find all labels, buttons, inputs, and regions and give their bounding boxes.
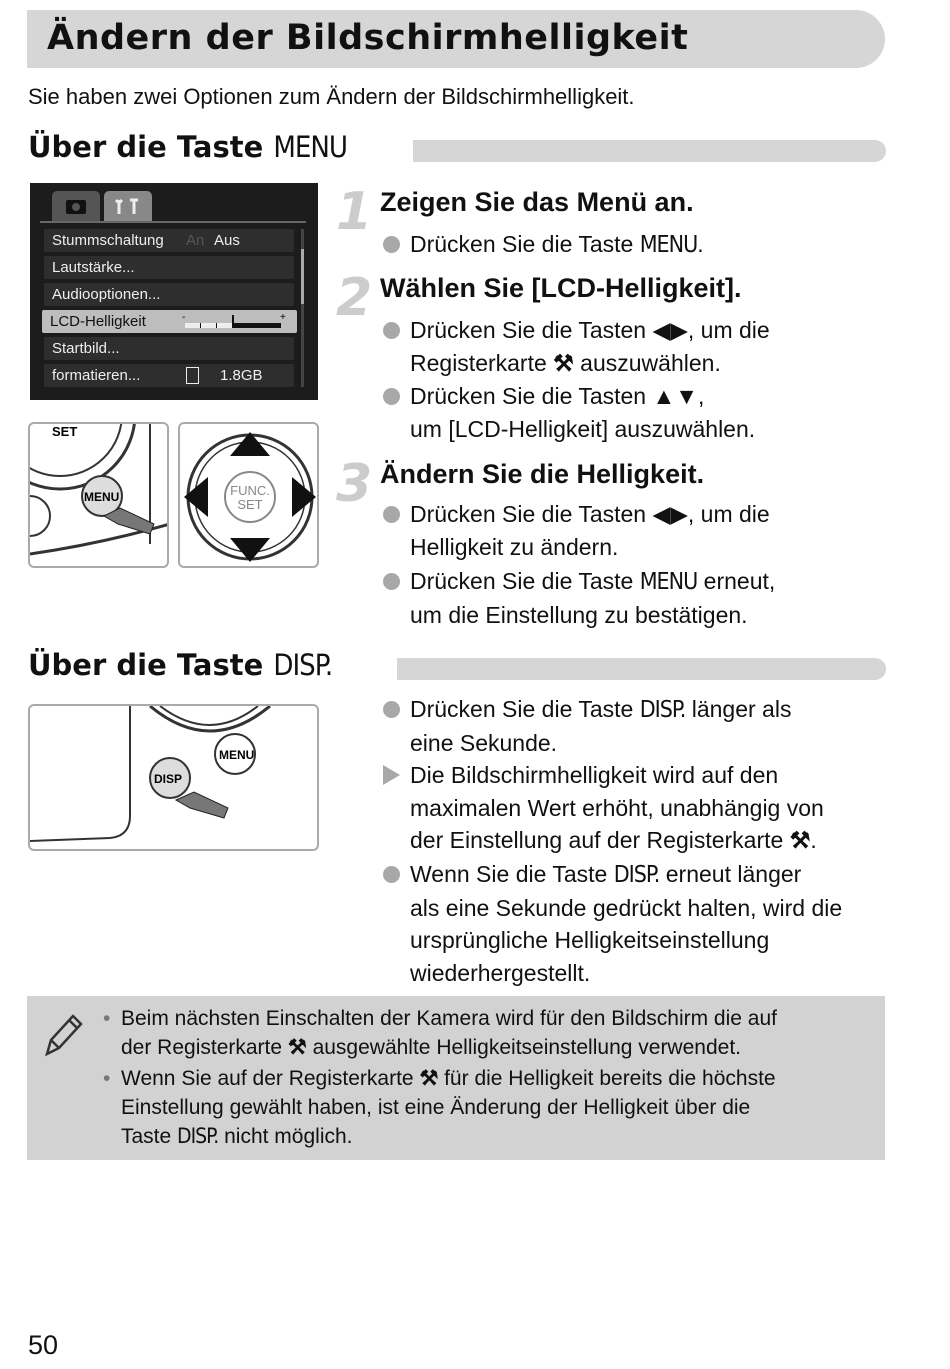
- wrench-icon: ⚒: [419, 1067, 439, 1090]
- bullet-result: Die Bildschirmhelligkeit wird auf den maximalen Wert erhöht, unabhängig von der Einstellung auf der Registerkarte ⚒.: [383, 759, 893, 857]
- title-bar: [27, 10, 885, 68]
- svg-text:FUNC.: FUNC.: [230, 483, 270, 498]
- note-item: • Beim nächsten Einschalten der Kamera wird für den Bildschirm die auf der Registerkarte ⚒ ausgewählte Helligkeitseinstellung verwendet.: [103, 1004, 883, 1062]
- step-number: 1: [336, 182, 373, 242]
- bullet: Drücken Sie die Taste MENU.: [383, 228, 893, 262]
- intro-text: Sie haben zwei Optionen zum Ändern der Bildschirmhelligkeit.: [28, 84, 635, 109]
- step-heading: Zeigen Sie das Menü an.: [380, 187, 694, 217]
- section-bar: [413, 140, 886, 162]
- wrench-icon: ⚒: [789, 827, 811, 853]
- wrench-icon: ⚒: [553, 349, 574, 376]
- step-number: 2: [336, 268, 373, 328]
- step-heading: Wählen Sie [LCD-Helligkeit].: [380, 273, 742, 303]
- disp-button-label: DISP: [154, 772, 183, 786]
- page-title: Ändern der Bildschirmhelligkeit: [47, 18, 689, 58]
- bullet: Drücken Sie die Taste MENU erneut, um die Einstellung zu bestätigen.: [383, 565, 893, 631]
- menu-item-audio: Audiooptionen...: [44, 283, 294, 306]
- bullet: Drücken Sie die Tasten ▲▼, um [LCD-Helligkeit] auszuwählen.: [383, 380, 893, 445]
- menu-item-format: formatieren... 1.8GB: [44, 364, 294, 387]
- step-heading: Ändern Sie die Helligkeit.: [380, 459, 705, 489]
- section-heading-disp: [28, 648, 332, 682]
- menu-item-lcd-brightness: LCD-Helligkeit - +: [42, 310, 297, 333]
- card-icon: [186, 367, 199, 384]
- menu-item-mute: Stummschaltung An Aus: [44, 229, 294, 252]
- control-dial-illustration: [178, 422, 319, 568]
- menu-button-illustration: [28, 422, 169, 568]
- svg-text:SET: SET: [52, 424, 78, 439]
- left-right-icon: ◀▶: [652, 317, 688, 343]
- section-heading-menu: [28, 130, 347, 164]
- svg-text:-: -: [182, 312, 186, 323]
- svg-text:+: +: [280, 312, 286, 323]
- section-bar: [397, 658, 886, 680]
- section-prefix: Über die Taste: [28, 648, 264, 682]
- pencil-icon: [41, 1010, 85, 1060]
- menu-item-startup-image: Startbild...: [44, 337, 294, 360]
- wrench-icon: ⚒: [287, 1036, 307, 1059]
- section-prefix: Über die Taste: [28, 130, 264, 164]
- note-box: [27, 996, 885, 1160]
- lcd-menu-screenshot: [30, 183, 318, 400]
- bullet: Drücken Sie die Taste DISP. länger als eine Sekunde.: [383, 693, 893, 759]
- menu-item-volume: Lautstärke...: [44, 256, 294, 279]
- menu-button-label: MENU: [84, 490, 120, 504]
- up-down-icon: ▲▼: [652, 383, 699, 409]
- bullet: Wenn Sie die Taste DISP. erneut länger als eine Sekunde gedrückt halten, wird die ursprüngliche Helligkeitseinstellung wiederhergestellt.: [383, 858, 903, 989]
- step-number: 3: [336, 454, 373, 514]
- svg-text:MENU: MENU: [219, 748, 255, 762]
- bullet: Drücken Sie die Tasten ◀▶, um die Helligkeit zu ändern.: [383, 498, 893, 563]
- disp-button-illustration: [28, 704, 319, 851]
- note-item: • Wenn Sie auf der Registerkarte ⚒ für die Helligkeit bereits die höchste Einstellung gewählt haben, ist eine Änderung der Helligkeit über die Taste DISP. nicht möglich.: [103, 1064, 883, 1151]
- page-number: 50: [28, 1330, 59, 1360]
- brightness-scale: [182, 312, 287, 332]
- menu-key-label: MENU: [273, 130, 347, 164]
- left-right-icon: ◀▶: [652, 501, 688, 527]
- disp-key-label: DISP.: [273, 648, 333, 682]
- camera-tab-icon: [52, 191, 100, 221]
- wrench-tab-icon: [104, 191, 152, 221]
- bullet: Drücken Sie die Tasten ◀▶, um die Registerkarte ⚒ auszuwählen.: [383, 314, 893, 379]
- svg-text:SET: SET: [237, 497, 263, 512]
